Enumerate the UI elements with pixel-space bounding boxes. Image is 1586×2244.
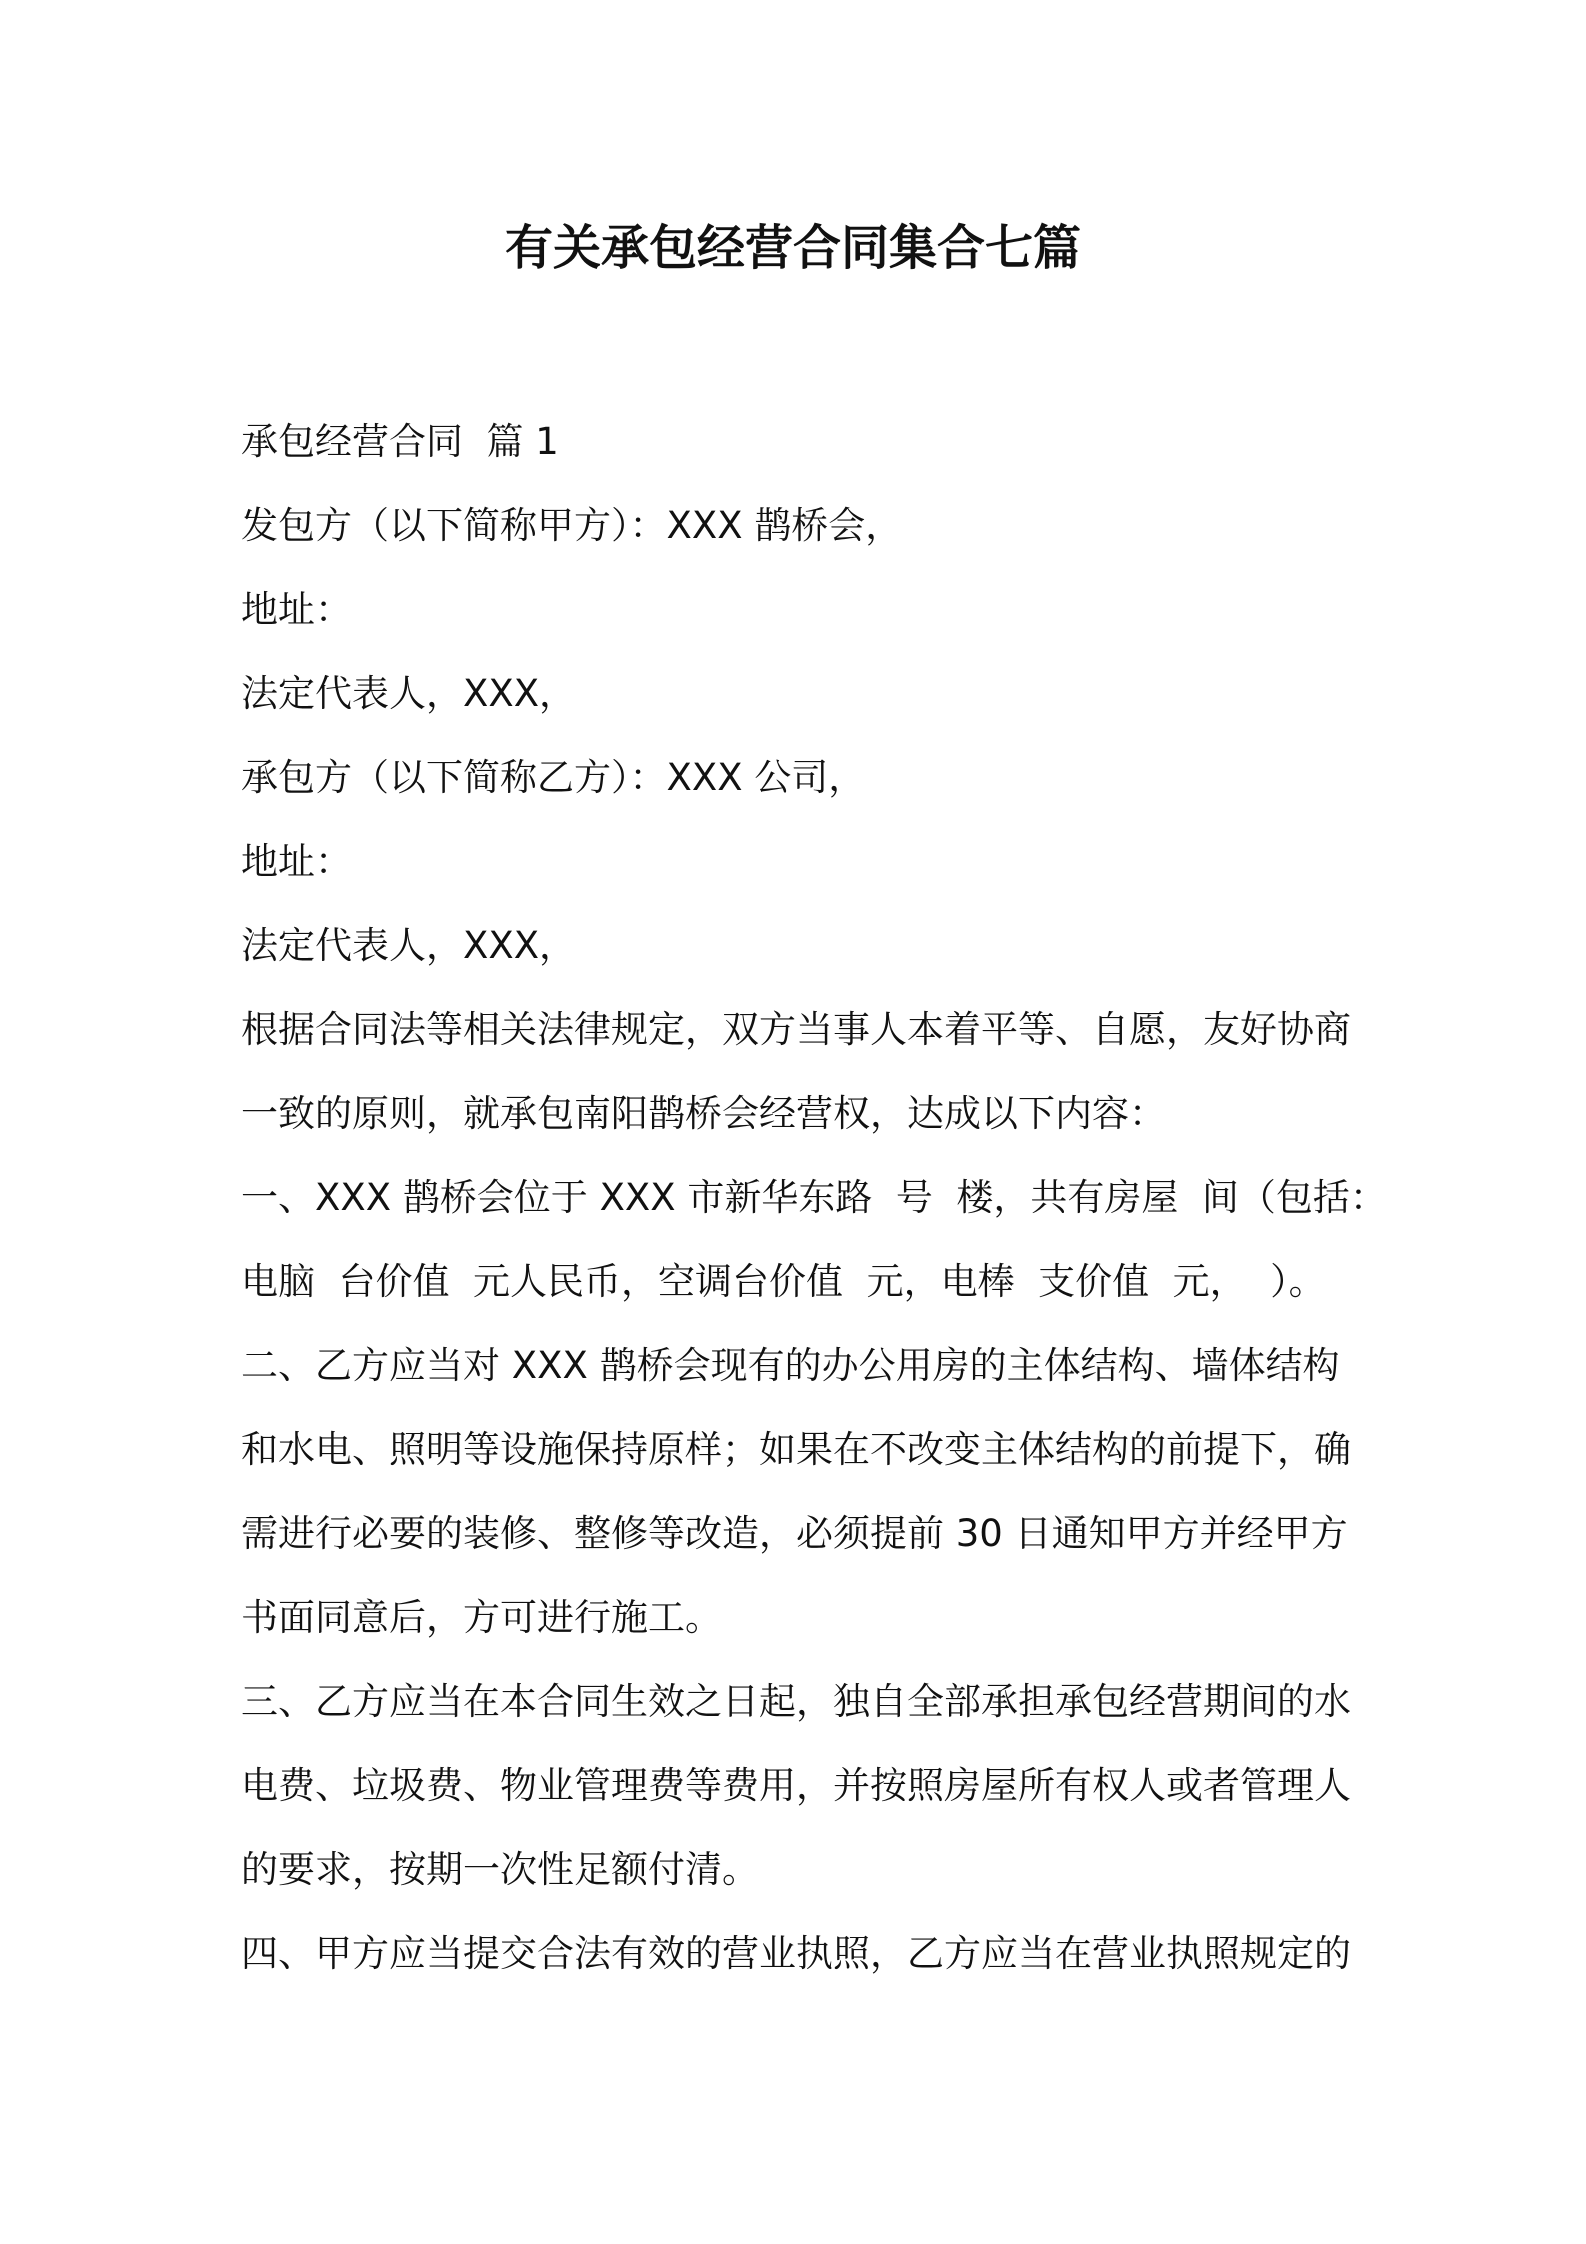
paragraph-line: 和水电、照明等设施保持原样；如果在不改变主体结构的前提下，确	[241, 1428, 1351, 1471]
paragraph-line: 三、乙方应当在本合同生效之日起，独自全部承担承包经营期间的水	[241, 1680, 1351, 1723]
section-heading: 承包经营合同 篇 1	[241, 420, 559, 463]
party-a-line: 发包方（以下简称甲方）：XXX 鹊桥会，	[241, 504, 903, 547]
paragraph-line: 电费、垃圾费、物业管理费等费用，并按照房屋所有权人或者管理人	[241, 1764, 1351, 1807]
paragraph-line: 一、XXX 鹊桥会位于 XXX 市新华东路 号 楼，共有房屋 间（包括：	[241, 1176, 1387, 1219]
party-b-line: 承包方（以下简称乙方）：XXX 公司，	[241, 756, 866, 799]
paragraph-line: 二、乙方应当对 XXX 鹊桥会现有的办公用房的主体结构、墙体结构	[241, 1344, 1340, 1387]
document-body	[241, 400, 1387, 1996]
paragraph-line: 需进行必要的装修、整修等改造，必须提前 30 日通知甲方并经甲方	[241, 1512, 1348, 1555]
paragraph-line: 四、甲方应当提交合法有效的营业执照，乙方应当在营业执照规定的	[241, 1932, 1351, 1975]
party-a-address-line: 地址：	[241, 588, 352, 631]
party-b-address-line: 地址：	[241, 840, 352, 883]
document-title: 有关承包经营合同集合七篇	[504, 220, 1081, 276]
paragraph-line: 书面同意后，方可进行施工。	[241, 1596, 722, 1639]
paragraph-line: 的要求，按期一次性足额付清。	[241, 1848, 759, 1891]
party-b-representative-line: 法定代表人，XXX，	[241, 924, 577, 967]
paragraph-line: 根据合同法等相关法律规定，双方当事人本着平等、自愿，友好协商	[241, 1008, 1351, 1051]
paragraph-line: 一致的原则，就承包南阳鹊桥会经营权，达成以下内容：	[241, 1092, 1166, 1135]
party-a-representative-line: 法定代表人，XXX，	[241, 672, 577, 715]
paragraph-line: 电脑 台价值 元人民币，空调台价值 元，电棒 支价值 元， ）。	[241, 1260, 1326, 1303]
